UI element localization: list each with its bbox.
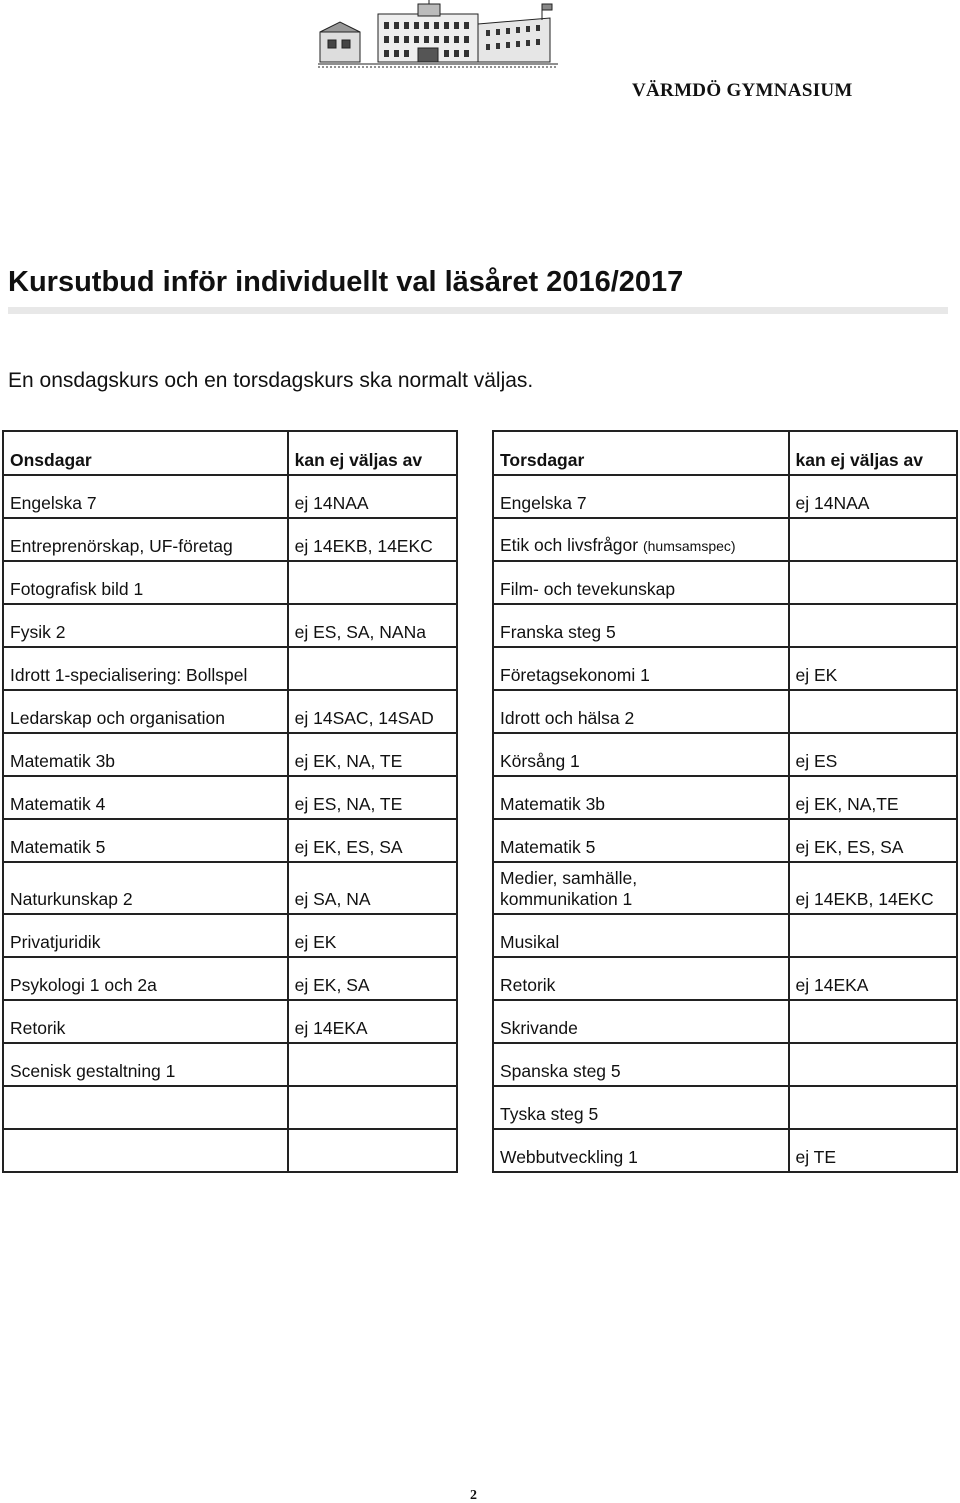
page-title: Kursutbud inför individuellt val läsåret 2016/2017 [8,266,684,298]
course-name: Engelska 7 [493,475,789,518]
header-restriction: kan ej väljas av [789,431,957,475]
table-row [3,862,457,914]
course-restriction [288,1086,457,1129]
table-row [3,1043,457,1086]
table-row [493,1086,957,1129]
table-row [493,862,957,914]
table-row [3,914,457,957]
course-restriction [789,914,957,957]
table-row [3,604,457,647]
table-row [3,518,457,561]
course-restriction [789,561,957,604]
course-name-cell [493,862,789,914]
page-number: 2 [470,1488,477,1503]
header-day: Onsdagar [3,431,288,475]
header-restriction: kan ej väljas av [288,431,457,475]
course-name: Webbutveckling 1 [493,1129,789,1172]
course-restriction: ej SA, NA [288,862,457,914]
course-restriction: ej 14SAC, 14SAD [288,690,457,733]
school-building-illustration [318,0,558,70]
school-name: VÄRMDÖ GYMNASIUM [632,80,853,101]
course-name: Företagsekonomi 1 [493,647,789,690]
course-restriction [789,518,957,561]
instruction-text: En onsdagskurs och en torsdagskurs ska normalt väljas. [8,369,534,392]
course-name-line2: kommunikation 1 [500,889,633,909]
table-row [493,604,957,647]
course-name: Matematik 3b [3,733,288,776]
course-name: Film- och tevekunskap [493,561,789,604]
course-name: Skrivande [493,1000,789,1043]
course-restriction: ej ES, SA, NANa [288,604,457,647]
course-name: Franska steg 5 [493,604,789,647]
course-name: Fysik 2 [3,604,288,647]
table-header-row [3,431,457,475]
course-name [3,1129,288,1172]
table-row [493,957,957,1000]
table-row [3,647,457,690]
course-restriction: ej EK, ES, SA [288,819,457,862]
course-restriction: ej EK, NA,TE [789,776,957,819]
table-row [3,690,457,733]
course-name: Retorik [3,1000,288,1043]
course-name: Tyska steg 5 [493,1086,789,1129]
course-name: Idrott och hälsa 2 [493,690,789,733]
course-name: Matematik 5 [3,819,288,862]
table-row [3,819,457,862]
header-day: Torsdagar [493,431,789,475]
course-restriction: ej EK, NA, TE [288,733,457,776]
table-row [3,475,457,518]
table-row [493,1129,957,1172]
course-restriction: ej EK [288,914,457,957]
course-name: Naturkunskap 2 [3,862,288,914]
course-restriction [288,1129,457,1172]
course-name: Idrott 1-specialisering: Bollspel [3,647,288,690]
course-name: Matematik 4 [3,776,288,819]
table-header-row [493,431,957,475]
course-name: Engelska 7 [3,475,288,518]
course-restriction: ej 14EKB, 14EKC [288,518,457,561]
table-row [3,561,457,604]
table-row [493,518,957,561]
table-row [3,1086,457,1129]
course-restriction [789,1000,957,1043]
table-row [493,475,957,518]
course-restriction: ej 14EKA [288,1000,457,1043]
table-row [3,957,457,1000]
school-logo [318,0,558,70]
table-row [3,776,457,819]
course-name-cell [493,518,789,561]
course-name [3,1086,288,1129]
course-restriction [288,647,457,690]
table-row [493,690,957,733]
table-row [493,914,957,957]
table-row [493,819,957,862]
course-restriction: ej 14EKA [789,957,957,1000]
course-name: Körsång 1 [493,733,789,776]
course-restriction: ej EK, ES, SA [789,819,957,862]
course-restriction [789,604,957,647]
course-restriction: ej ES [789,733,957,776]
course-name: Entreprenörskap, UF-företag [3,518,288,561]
table-row [493,776,957,819]
course-restriction: ej ES, NA, TE [288,776,457,819]
table-row [493,1000,957,1043]
course-name: Medier, samhälle, [500,868,638,888]
table-row [493,733,957,776]
course-name: Etik och livsfrågor [500,535,639,555]
course-restriction: ej TE [789,1129,957,1172]
course-name: Privatjuridik [3,914,288,957]
course-restriction: ej 14EKB, 14EKC [789,862,957,914]
wednesday-courses-table [2,430,458,1173]
course-name: Matematik 5 [493,819,789,862]
course-restriction: ej EK, SA [288,957,457,1000]
table-row [3,1129,457,1172]
table-row [493,561,957,604]
course-name: Musikal [493,914,789,957]
course-name: Psykologi 1 och 2a [3,957,288,1000]
course-restriction [789,1043,957,1086]
course-restriction [288,1043,457,1086]
course-restriction [789,1086,957,1129]
course-name: Ledarskap och organisation [3,690,288,733]
course-name: Matematik 3b [493,776,789,819]
course-note: (humsamspec) [642,538,736,554]
course-restriction: ej 14NAA [789,475,957,518]
course-name: Fotografisk bild 1 [3,561,288,604]
table-row [493,1043,957,1086]
course-name: Spanska steg 5 [493,1043,789,1086]
table-row [3,733,457,776]
table-row [3,1000,457,1043]
course-name: Retorik [493,957,789,1000]
course-restriction [789,690,957,733]
course-name: Scenisk gestaltning 1 [3,1043,288,1086]
title-divider [8,307,948,314]
course-restriction: ej 14NAA [288,475,457,518]
table-row [493,647,957,690]
course-restriction: ej EK [789,647,957,690]
thursday-courses-table [492,430,958,1173]
course-restriction [288,561,457,604]
